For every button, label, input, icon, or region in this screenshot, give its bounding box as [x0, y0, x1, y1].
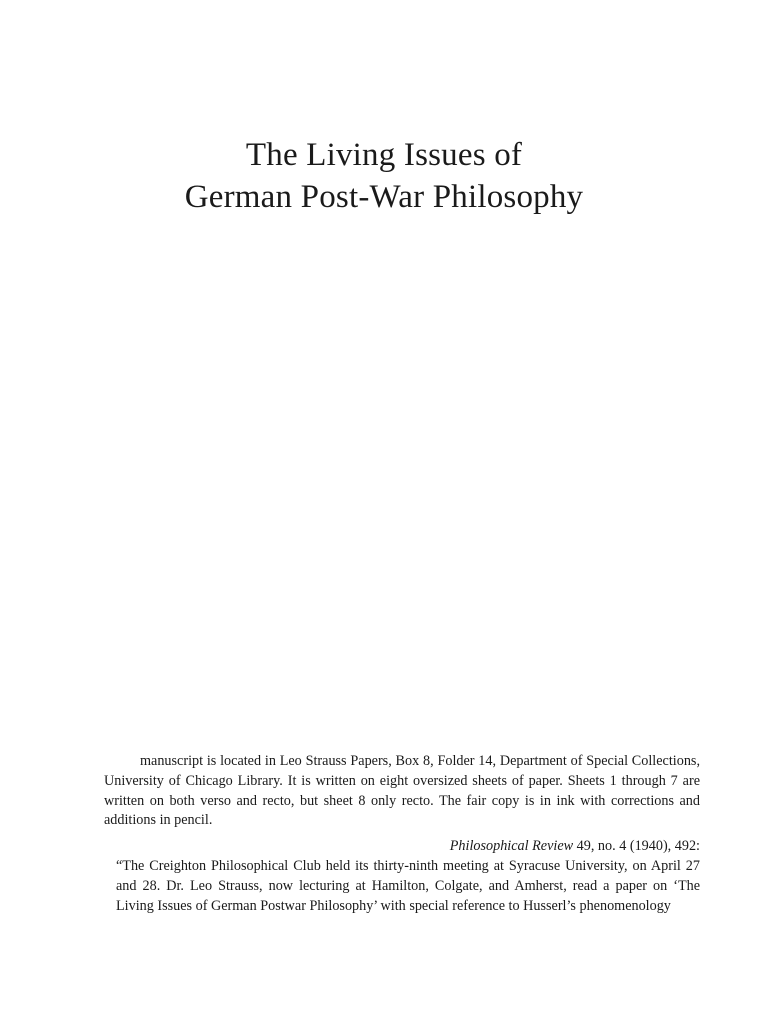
editorial-notes — [104, 752, 700, 916]
chapter-title-line-1: The Living Issues of — [245, 137, 523, 173]
citation-details: 49, no. 4 (1940), 492: — [573, 838, 700, 855]
manuscript-note: manuscript is located in Leo Strauss Papers, Box 8, Folder 14, Department of Special Collections, University of Chicago Library. It is written on eight oversized sheets of paper. Sheets 1 through 7 are written on both verso and recto, but sheet 8 only recto. The fair copy is in ink with corrections and additions in pencil. — [104, 753, 700, 829]
quoted-announcement: “The Creighton Philosophical Club held its thirty-ninth meeting at Syracuse University, on April 27 and 28. Dr. Leo Strauss, now lecturing at Hamilton, Colgate, and Amherst, read a paper on ‘The Living Issues of German Postwar Philosophy’ with special reference to Husserl’s phenomenology — [116, 857, 700, 914]
citation-journal: Philosophical Review — [449, 838, 574, 855]
chapter-title-line-2: German Post-War Philosophy — [184, 179, 584, 215]
citation — [104, 837, 700, 857]
chapter-title — [0, 134, 768, 218]
